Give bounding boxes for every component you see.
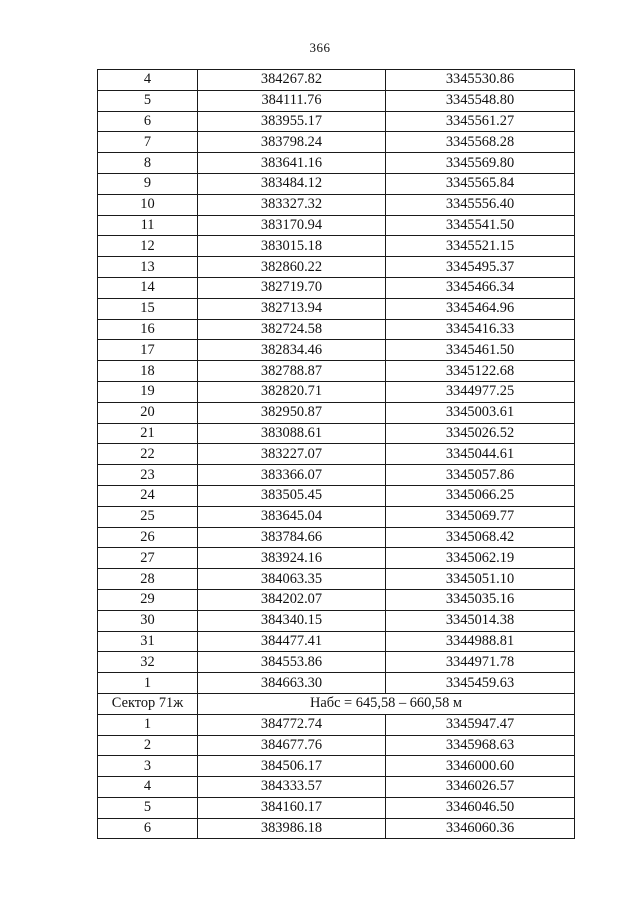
y-coordinate-cell: 3345051.10 — [386, 569, 575, 590]
table-row — [98, 132, 575, 153]
table-row — [98, 173, 575, 194]
x-coordinate-cell: 383484.12 — [198, 173, 386, 194]
coordinates-table — [97, 69, 575, 839]
point-number-cell: 4 — [98, 70, 198, 91]
table-row — [98, 257, 575, 278]
point-number-cell: 27 — [98, 548, 198, 569]
point-number-cell: 24 — [98, 485, 198, 506]
table-row — [98, 610, 575, 631]
y-coordinate-cell: 3345947.47 — [386, 714, 575, 735]
point-number-cell: 6 — [98, 818, 198, 839]
x-coordinate-cell: 383088.61 — [198, 423, 386, 444]
y-coordinate-cell: 3344988.81 — [386, 631, 575, 652]
table-row — [98, 319, 575, 340]
point-number-cell: 14 — [98, 277, 198, 298]
point-number-cell: 28 — [98, 569, 198, 590]
y-coordinate-cell: 3345561.27 — [386, 111, 575, 132]
table-row — [98, 756, 575, 777]
point-number-cell: 17 — [98, 340, 198, 361]
y-coordinate-cell: 3345495.37 — [386, 257, 575, 278]
point-number-cell: 15 — [98, 298, 198, 319]
table-row — [98, 777, 575, 798]
x-coordinate-cell: 382834.46 — [198, 340, 386, 361]
y-coordinate-cell: 3345057.86 — [386, 465, 575, 486]
y-coordinate-cell: 3345568.28 — [386, 132, 575, 153]
x-coordinate-cell: 383798.24 — [198, 132, 386, 153]
point-number-cell: 16 — [98, 319, 198, 340]
x-coordinate-cell: 383505.45 — [198, 485, 386, 506]
y-coordinate-cell: 3345035.16 — [386, 589, 575, 610]
table-row — [98, 340, 575, 361]
y-coordinate-cell: 3345069.77 — [386, 506, 575, 527]
y-coordinate-cell: 3345548.80 — [386, 90, 575, 111]
x-coordinate-cell: 383924.16 — [198, 548, 386, 569]
x-coordinate-cell: 384506.17 — [198, 756, 386, 777]
y-coordinate-cell: 3345461.50 — [386, 340, 575, 361]
table-row — [98, 70, 575, 91]
x-coordinate-cell: 382950.87 — [198, 402, 386, 423]
point-number-cell: 4 — [98, 777, 198, 798]
point-number-cell: 31 — [98, 631, 198, 652]
table-row — [98, 631, 575, 652]
y-coordinate-cell: 3344977.25 — [386, 381, 575, 402]
y-coordinate-cell: 3346000.60 — [386, 756, 575, 777]
table-row — [98, 194, 575, 215]
table-row — [98, 298, 575, 319]
table-row — [98, 361, 575, 382]
x-coordinate-cell: 384663.30 — [198, 673, 386, 694]
table-row — [98, 444, 575, 465]
y-coordinate-cell: 3345968.63 — [386, 735, 575, 756]
page-number: 366 — [309, 40, 331, 55]
point-number-cell: 29 — [98, 589, 198, 610]
x-coordinate-cell: 383784.66 — [198, 527, 386, 548]
x-coordinate-cell: 383327.32 — [198, 194, 386, 215]
table-row — [98, 589, 575, 610]
table-row — [98, 381, 575, 402]
table-row — [98, 111, 575, 132]
table-row — [98, 797, 575, 818]
table-row — [98, 277, 575, 298]
y-coordinate-cell: 3345003.61 — [386, 402, 575, 423]
table-row — [98, 569, 575, 590]
table-row — [98, 215, 575, 236]
table-row — [98, 485, 575, 506]
x-coordinate-cell: 383955.17 — [198, 111, 386, 132]
point-number-cell: 3 — [98, 756, 198, 777]
point-number-cell: 9 — [98, 173, 198, 194]
y-coordinate-cell: 3345556.40 — [386, 194, 575, 215]
table-row — [98, 548, 575, 569]
x-coordinate-cell: 382719.70 — [198, 277, 386, 298]
point-number-cell: 18 — [98, 361, 198, 382]
table-row — [98, 236, 575, 257]
table-row — [98, 527, 575, 548]
sector-height-range: Набс = 645,58 – 660,58 м — [198, 693, 575, 714]
x-coordinate-cell: 384267.82 — [198, 70, 386, 91]
y-coordinate-cell: 3345565.84 — [386, 173, 575, 194]
x-coordinate-cell: 383015.18 — [198, 236, 386, 257]
table-row — [98, 423, 575, 444]
sector-header-row — [98, 693, 575, 714]
point-number-cell: 32 — [98, 652, 198, 673]
point-number-cell: 11 — [98, 215, 198, 236]
table-row — [98, 506, 575, 527]
x-coordinate-cell: 383170.94 — [198, 215, 386, 236]
x-coordinate-cell: 382724.58 — [198, 319, 386, 340]
y-coordinate-cell: 3346046.50 — [386, 797, 575, 818]
y-coordinate-cell: 3345521.15 — [386, 236, 575, 257]
x-coordinate-cell: 384111.76 — [198, 90, 386, 111]
table-row — [98, 652, 575, 673]
y-coordinate-cell: 3345466.34 — [386, 277, 575, 298]
y-coordinate-cell: 3345062.19 — [386, 548, 575, 569]
y-coordinate-cell: 3345464.96 — [386, 298, 575, 319]
table-row — [98, 818, 575, 839]
x-coordinate-cell: 382788.87 — [198, 361, 386, 382]
y-coordinate-cell: 3345066.25 — [386, 485, 575, 506]
point-number-cell: 5 — [98, 90, 198, 111]
y-coordinate-cell: 3345068.42 — [386, 527, 575, 548]
y-coordinate-cell: 3345569.80 — [386, 153, 575, 174]
x-coordinate-cell: 384772.74 — [198, 714, 386, 735]
point-number-cell: 21 — [98, 423, 198, 444]
x-coordinate-cell: 382713.94 — [198, 298, 386, 319]
point-number-cell: 1 — [98, 714, 198, 735]
table-row — [98, 673, 575, 694]
x-coordinate-cell: 383366.07 — [198, 465, 386, 486]
x-coordinate-cell: 384677.76 — [198, 735, 386, 756]
sector-label: Сектор 71ж — [98, 693, 198, 714]
x-coordinate-cell: 383227.07 — [198, 444, 386, 465]
point-number-cell: 19 — [98, 381, 198, 402]
y-coordinate-cell: 3345530.86 — [386, 70, 575, 91]
point-number-cell: 26 — [98, 527, 198, 548]
x-coordinate-cell: 382860.22 — [198, 257, 386, 278]
y-coordinate-cell: 3345459.63 — [386, 673, 575, 694]
point-number-cell: 8 — [98, 153, 198, 174]
table-row — [98, 465, 575, 486]
point-number-cell: 5 — [98, 797, 198, 818]
point-number-cell: 22 — [98, 444, 198, 465]
point-number-cell: 2 — [98, 735, 198, 756]
x-coordinate-cell: 384333.57 — [198, 777, 386, 798]
x-coordinate-cell: 384477.41 — [198, 631, 386, 652]
y-coordinate-cell: 3345541.50 — [386, 215, 575, 236]
table-row — [98, 735, 575, 756]
x-coordinate-cell: 384063.35 — [198, 569, 386, 590]
point-number-cell: 30 — [98, 610, 198, 631]
y-coordinate-cell: 3345044.61 — [386, 444, 575, 465]
y-coordinate-cell: 3345014.38 — [386, 610, 575, 631]
y-coordinate-cell: 3345122.68 — [386, 361, 575, 382]
point-number-cell: 25 — [98, 506, 198, 527]
x-coordinate-cell: 384202.07 — [198, 589, 386, 610]
table-row — [98, 402, 575, 423]
table-row — [98, 714, 575, 735]
point-number-cell: 6 — [98, 111, 198, 132]
table-row — [98, 90, 575, 111]
point-number-cell: 12 — [98, 236, 198, 257]
point-number-cell: 7 — [98, 132, 198, 153]
y-coordinate-cell: 3345026.52 — [386, 423, 575, 444]
table-row — [98, 153, 575, 174]
x-coordinate-cell: 384160.17 — [198, 797, 386, 818]
x-coordinate-cell: 383986.18 — [198, 818, 386, 839]
x-coordinate-cell: 384340.15 — [198, 610, 386, 631]
x-coordinate-cell: 382820.71 — [198, 381, 386, 402]
x-coordinate-cell: 383641.16 — [198, 153, 386, 174]
point-number-cell: 10 — [98, 194, 198, 215]
coordinates-table-body — [98, 70, 575, 839]
x-coordinate-cell: 383645.04 — [198, 506, 386, 527]
y-coordinate-cell: 3346026.57 — [386, 777, 575, 798]
point-number-cell: 23 — [98, 465, 198, 486]
y-coordinate-cell: 3345416.33 — [386, 319, 575, 340]
point-number-cell: 1 — [98, 673, 198, 694]
y-coordinate-cell: 3346060.36 — [386, 818, 575, 839]
x-coordinate-cell: 384553.86 — [198, 652, 386, 673]
point-number-cell: 13 — [98, 257, 198, 278]
point-number-cell: 20 — [98, 402, 198, 423]
y-coordinate-cell: 3344971.78 — [386, 652, 575, 673]
